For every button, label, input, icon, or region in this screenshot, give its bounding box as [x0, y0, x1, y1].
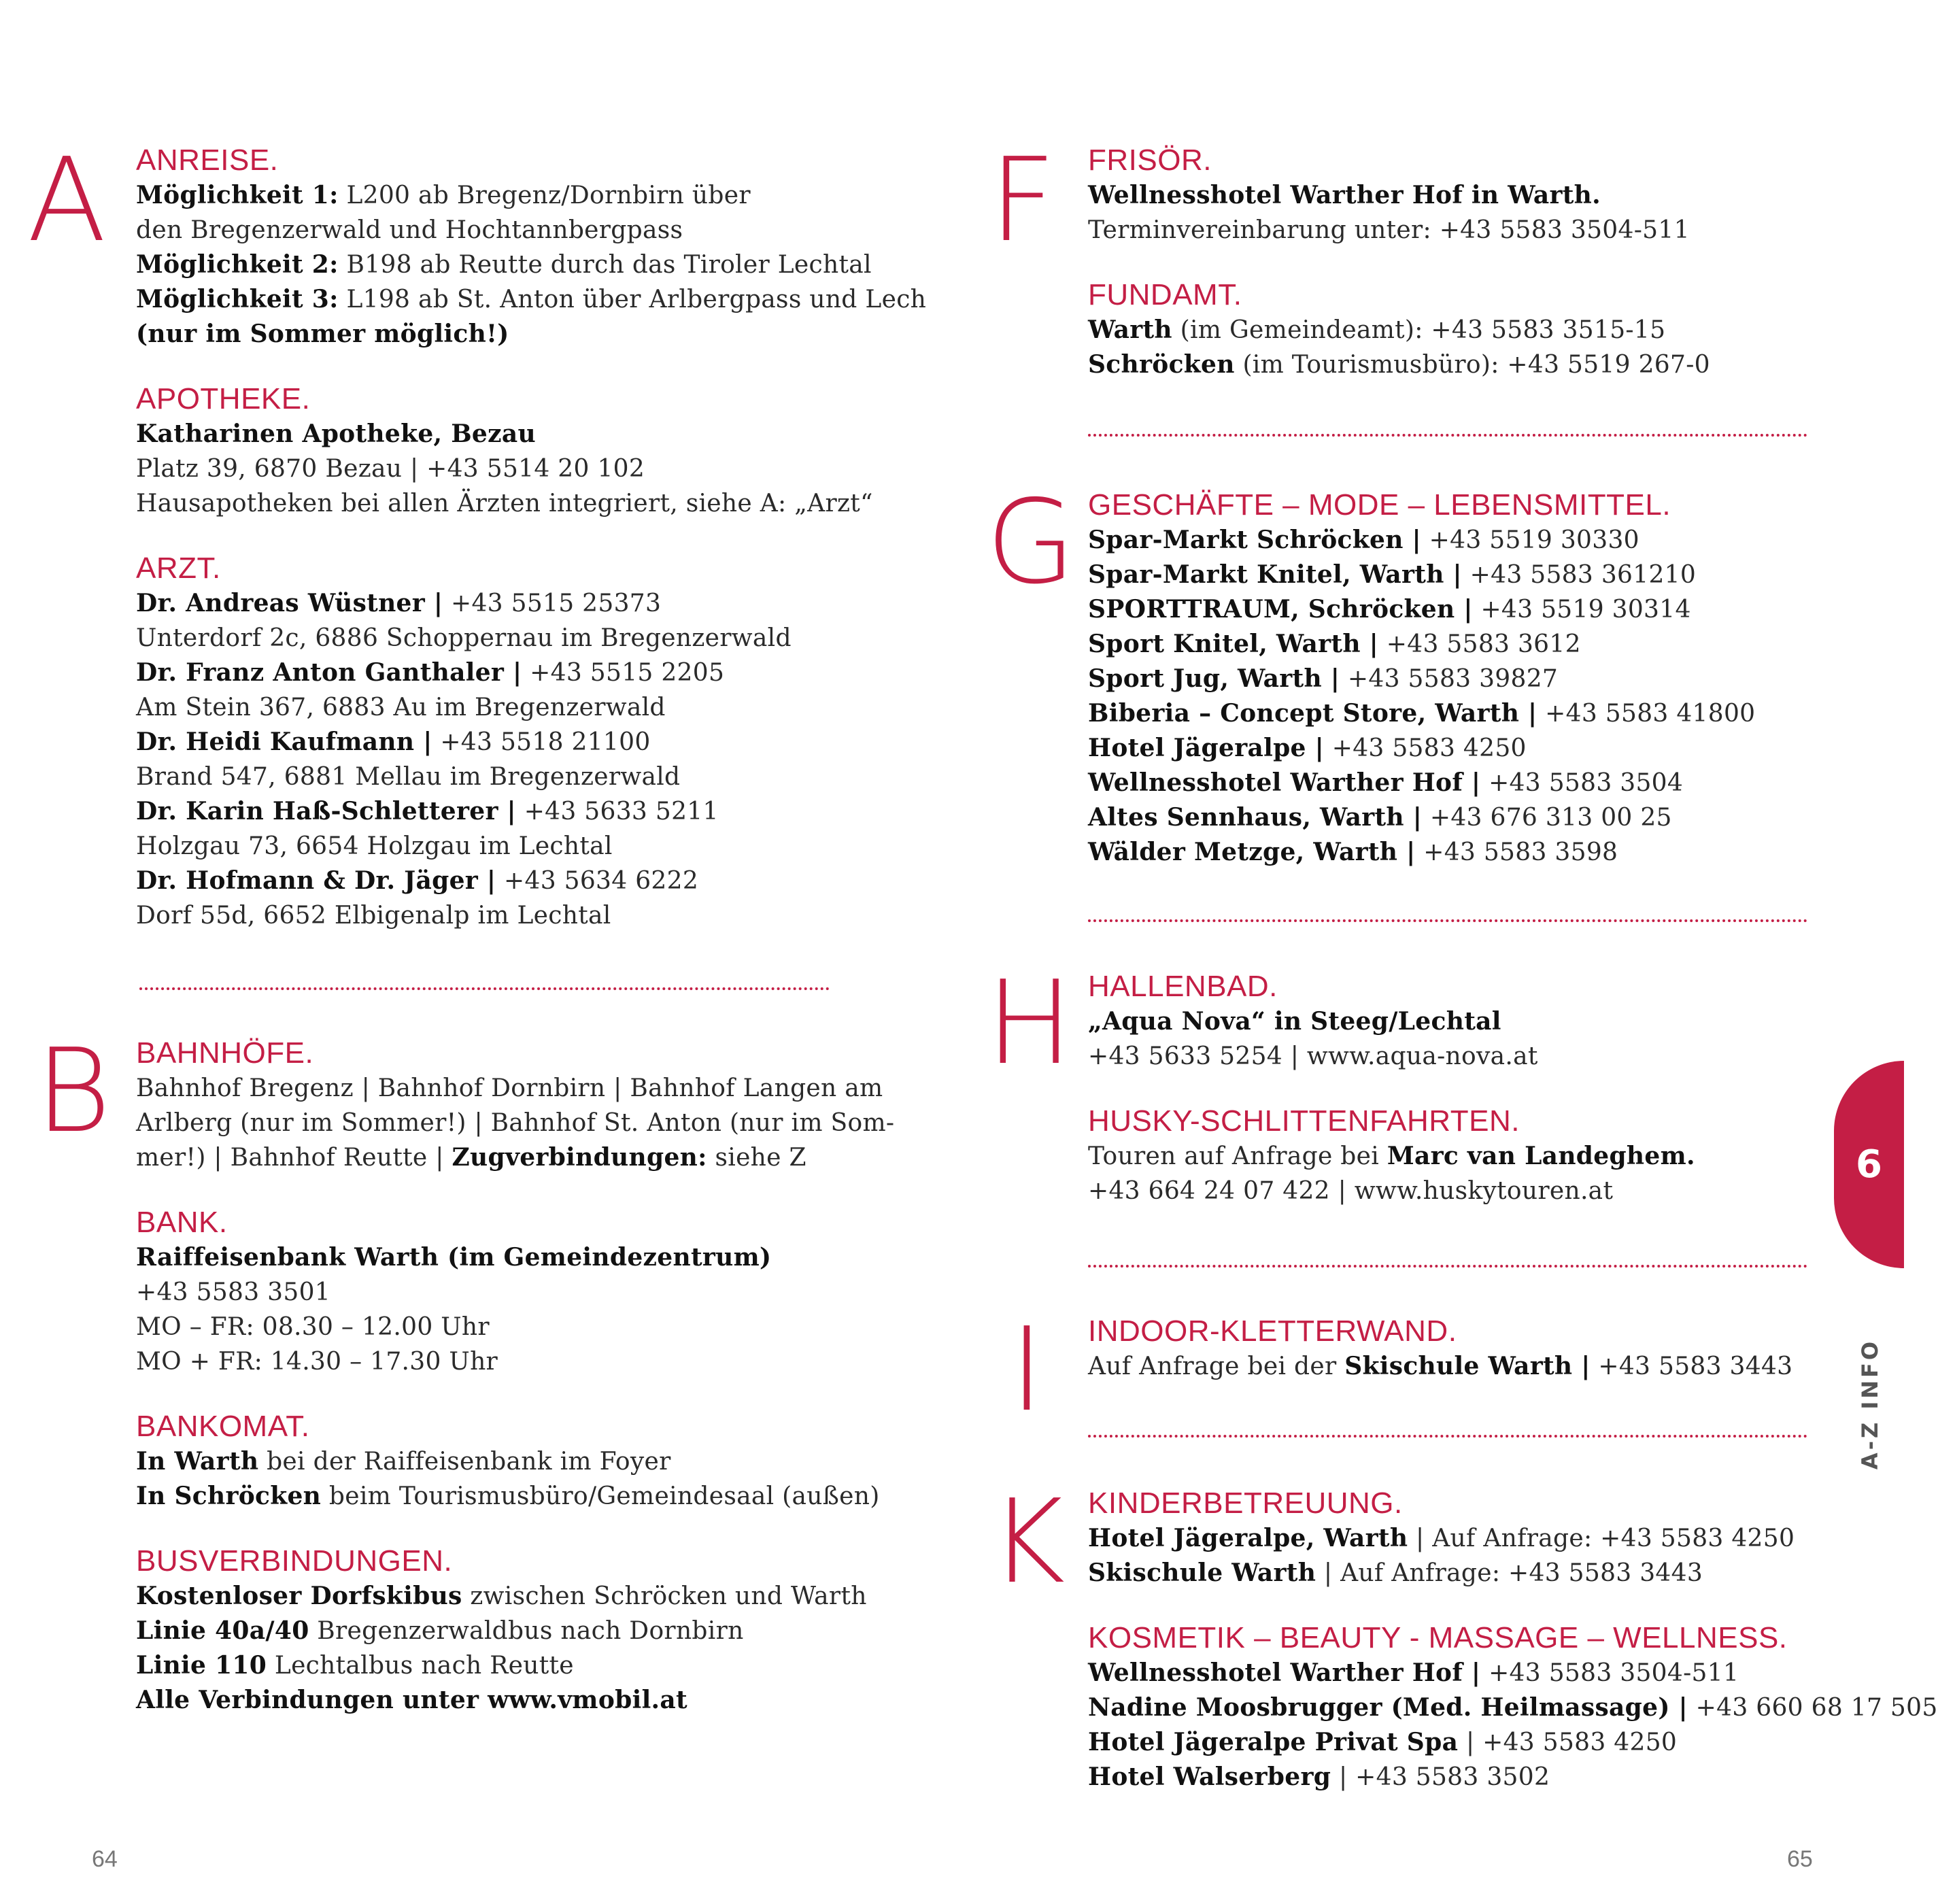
heading-geschaefte: GESCHÄFTE – MODE – LEBENSMITTEL. [1088, 488, 1671, 522]
section-h [1088, 969, 1822, 1208]
dotted-divider [139, 987, 830, 990]
text-line: Skischule Warth | Auf Anfrage: +43 5583 3443 [1088, 1559, 1703, 1587]
text-line: Dr. Karin Haß-Schletterer | +43 5633 5211 [136, 797, 719, 826]
heading-indoor: INDOOR-KLETTERWAND. [1088, 1314, 1457, 1348]
heading-fundamt: FUNDAMT. [1088, 278, 1242, 311]
dotted-divider [1088, 434, 1807, 437]
heading-busverbindungen: BUSVERBINDUNGEN. [136, 1544, 453, 1578]
section-letter-k: K [989, 1475, 1066, 1610]
text-line: Linie 40a/40 Bregenzerwaldbus nach Dornbirn [136, 1616, 744, 1645]
section-b [136, 1036, 895, 1718]
section-a [136, 143, 927, 933]
heading-kosmetik: KOSMETIK – BEAUTY - MASSAGE – WELLNESS. [1088, 1621, 1788, 1654]
text-line: (nur im Sommer möglich!) [136, 320, 509, 348]
text-line: Holzgau 73, 6654 Holzgau im Lechtal [136, 832, 613, 860]
text-line: Biberia – Concept Store, Warth | +43 5583 41800 [1088, 699, 1756, 728]
text-line: SPORTTRAUM, Schröcken | +43 5519 30314 [1088, 595, 1691, 624]
section-letter-f: F [989, 133, 1056, 268]
text-line: +43 5633 5254 | www.aqua-nova.at [1088, 1042, 1538, 1070]
text-line: Dr. Hofmann & Dr. Jäger | +43 5634 6222 [136, 866, 699, 895]
heading-bank: BANK. [136, 1206, 228, 1239]
heading-arzt: ARZT. [136, 551, 221, 585]
heading-anreise: ANREISE. [136, 143, 279, 177]
text-line: Touren auf Anfrage bei Marc van Landeghem. [1088, 1142, 1695, 1170]
section-letter-b: B [35, 1024, 112, 1159]
chapter-number: 6 [1856, 1142, 1882, 1187]
section-letter-g: G [986, 475, 1076, 610]
section-letter-a: A [27, 133, 107, 268]
text-line: Schröcken (im Tourismusbüro): +43 5519 267-0 [1088, 350, 1710, 379]
text-line: In Schröcken beim Tourismusbüro/Gemeindesaal (außen) [136, 1482, 880, 1510]
text-line: Spar-Markt Schröcken | +43 5519 30330 [1088, 526, 1639, 554]
text-line: Sport Jug, Warth | +43 5583 39827 [1088, 664, 1559, 693]
text-line: Hausapotheken bei allen Ärzten integriert, siehe A: „Arzt“ [136, 490, 873, 517]
text-line: Möglichkeit 1: L200 ab Bregenz/Dornbirn über [136, 181, 751, 209]
text-line: Brand 547, 6881 Mellau im Bregenzerwald [136, 763, 681, 791]
heading-bankomat: BANKOMAT. [136, 1410, 310, 1443]
section-i [1088, 1314, 1822, 1384]
dotted-divider [1088, 1435, 1807, 1438]
section-letter-i: I [1010, 1303, 1044, 1438]
text-line: Wellnesshotel Warther Hof | +43 5583 3504 [1088, 768, 1684, 797]
text-line: Möglichkeit 3: L198 ab St. Anton über Arlbergpass und Lech [136, 285, 927, 313]
text-line: Spar-Markt Knitel, Warth | +43 5583 361210 [1088, 560, 1697, 589]
heading-husky: HUSKY-SCHLITTENFAHRTEN. [1088, 1104, 1520, 1138]
text-line: Katharinen Apotheke, Bezau [136, 420, 536, 448]
text-line: MO + FR: 14.30 – 17.30 Uhr [136, 1348, 498, 1376]
section-f [1088, 143, 1822, 382]
text-line: +43 664 24 07 422 | www.huskytouren.at [1088, 1177, 1614, 1205]
text-line: Möglichkeit 2: B198 ab Reutte durch das Tiroler Lechtal [136, 250, 872, 279]
text-line: Altes Sennhaus, Warth | +43 676 313 00 25 [1088, 803, 1672, 832]
text-line: Hotel Jägeralpe Privat Spa | +43 5583 4250 [1088, 1728, 1678, 1756]
heading-kinderbetreuung: KINDERBETREUUNG. [1088, 1486, 1403, 1520]
heading-hallenbad: HALLENBAD. [1088, 970, 1278, 1003]
section-letter-h: H [986, 956, 1073, 1091]
dotted-divider [1088, 919, 1807, 922]
text-line: „Aqua Nova“ in Steeg/Lechtal [1088, 1007, 1501, 1036]
section-g [1088, 488, 1822, 870]
heading-apotheke: APOTHEKE. [136, 382, 311, 415]
text-line: Auf Anfrage bei der Skischule Warth | +43 5583 3443 [1088, 1352, 1793, 1380]
text-line: Linie 110 Lechtalbus nach Reutte [136, 1651, 574, 1680]
text-line: Dr. Franz Anton Ganthaler | +43 5515 2205 [136, 658, 725, 687]
dotted-divider [1088, 1265, 1807, 1268]
section-k [1088, 1486, 1938, 1795]
text-line: In Warth bei der Raiffeisenbank im Foyer [136, 1447, 671, 1476]
text-line: Dr. Andreas Wüstner | +43 5515 25373 [136, 589, 662, 617]
text-line: Terminvereinbarung unter: +43 5583 3504-511 [1088, 216, 1690, 244]
text-line: Nadine Moosbrugger (Med. Heilmassage) | +43 660 68 17 505 [1088, 1693, 1938, 1722]
text-line: Raiffeisenbank Warth (im Gemeindezentrum) [136, 1243, 772, 1272]
text-line: MO – FR: 08.30 – 12.00 Uhr [136, 1313, 490, 1341]
text-line: +43 5583 3501 [136, 1278, 330, 1306]
text-line: Hotel Walserberg | +43 5583 3502 [1088, 1763, 1550, 1791]
heading-bahnhoefe: BAHNHÖFE. [136, 1036, 314, 1070]
text-line: Wellnesshotel Warther Hof in Warth. [1088, 181, 1601, 209]
text-line: Warth (im Gemeindeamt): +43 5583 3515-15 [1088, 316, 1666, 344]
text-line: Alle Verbindungen unter www.vmobil.at [136, 1686, 687, 1714]
text-line: Bahnhof Bregenz | Bahnhof Dornbirn | Bahnhof Langen am [136, 1074, 883, 1102]
text-line: den Bregenzerwald und Hochtannbergpass [136, 216, 683, 244]
text-line: Hotel Jägeralpe | +43 5583 4250 [1088, 734, 1527, 762]
chapter-tab [1834, 1061, 1904, 1268]
chapter-label: A-Z INFO [1857, 1338, 1883, 1470]
heading-frisoer: FRISÖR. [1088, 143, 1212, 177]
page-number-left: 64 [92, 1846, 118, 1872]
text-line: Hotel Jägeralpe, Warth | Auf Anfrage: +43 5583 4250 [1088, 1524, 1795, 1552]
text-line: Arlberg (nur im Sommer!) | Bahnhof St. Anton (nur im Som- [136, 1109, 895, 1137]
text-line: Unterdorf 2c, 6886 Schoppernau im Bregenzerwald [136, 624, 792, 652]
page-number-right: 65 [1787, 1846, 1813, 1872]
text-line: Am Stein 367, 6883 Au im Bregenzerwald [136, 694, 666, 721]
text-line: Wellnesshotel Warther Hof | +43 5583 3504-511 [1088, 1659, 1739, 1687]
text-line: Dorf 55d, 6652 Elbigenalp im Lechtal [136, 902, 611, 930]
text-line: Kostenloser Dorfskibus zwischen Schröcken und Warth [136, 1582, 867, 1610]
text-line: Wälder Metzge, Warth | +43 5583 3598 [1088, 838, 1618, 866]
text-line: Platz 39, 6870 Bezau | +43 5514 20 102 [136, 455, 645, 483]
text-line: mer!) | Bahnhof Reutte | Zugverbindungen: siehe Z [136, 1143, 806, 1172]
text-line: Dr. Heidi Kaufmann | +43 5518 21100 [136, 728, 651, 756]
text-line: Sport Knitel, Warth | +43 5583 3612 [1088, 630, 1581, 658]
